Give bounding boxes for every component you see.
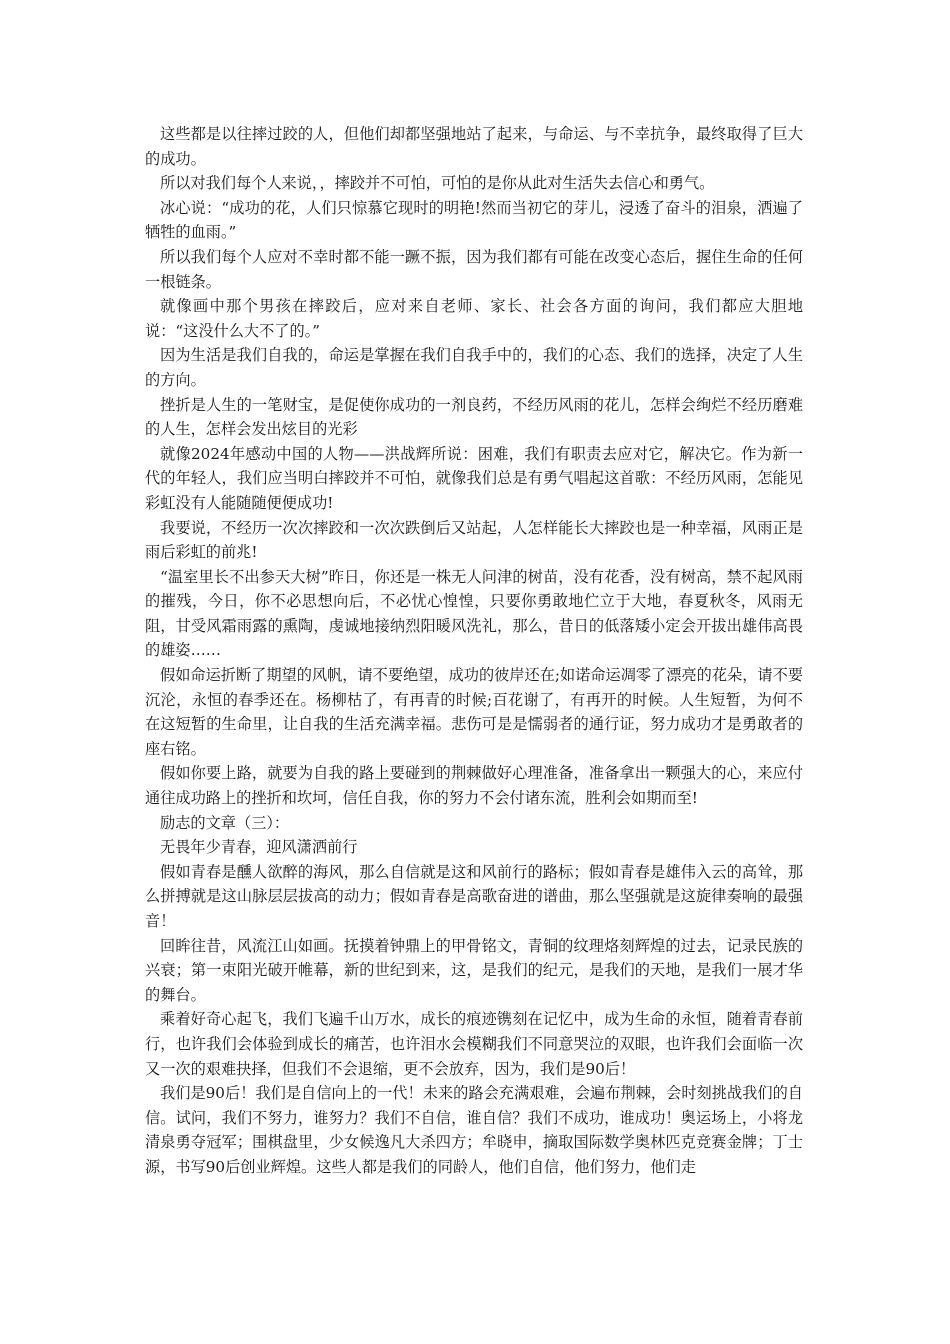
section-heading: 励志的文章（三）： xyxy=(160,813,290,832)
paragraph-12: 假如你要上路，就要为自我的路上要碰到的荆棘做好心理准备，准备拿出一颗强大的心，来应付通往成功路上的挫折和坎坷，信任自我，你的努力不会付诸东流，胜利会如期而至! xyxy=(145,764,803,808)
paragraph-16: 我们是90后！我们是自信向上的一代！未来的路会充满艰难，会遍布荆棘，会时刻挑战我们的自信。试问，我们不努力，谁努力？我们不自信，谁自信？我们不成功，谁成功！奥运场上，小将龙清泉勇夺冠军；围棋盘里，少女候逸凡大杀四方；牟晓申，摘取国际数学奥林匹克竞赛金牌；丁士源，书写90后创业辉煌。这些人都是我们的同龄人，他们自信，他们努力，他们走 xyxy=(145,1084,803,1176)
paragraph-2: 所以对我们每个人来说，，摔跤并不可怕，可怕的是你从此对生活失去信心和勇气。 xyxy=(160,174,715,193)
paragraph-3: 冰心说：“成功的花，人们只惊慕它现时的明艳!然而当初它的芽儿，浸透了奋斗的泪泉，洒遍了牺牲的血雨。” xyxy=(145,198,803,242)
paragraph-9: 我要说，不经历一次次摔跤和一次次跌倒后又站起，人怎样能长大摔跤也是一种幸福，风雨正是雨后彩虹的前兆! xyxy=(145,518,803,562)
paragraph-1: 这些都是以往摔过跤的人，但他们却都坚强地站了起来，与命运、与不幸抗争，最终取得了巨大的成功。 xyxy=(145,125,803,168)
paragraph-6: 因为生活是我们自我的，命运是掌握在我们自我手中的，我们的心态、我们的选择，决定了人生的方向。 xyxy=(145,346,803,389)
paragraph-14: 回眸往昔，风流江山如画。抚摸着钟鼎上的甲骨铭文，青铜的纹理烙刻辉煌的过去，记录民族的兴衰；第一束阳光破开帷幕，新的世纪到来，这，是我们的纪元，是我们的天地，是我们一展才华的舞台。 xyxy=(145,936,803,1004)
paragraph-5: 就像画中那个男孩在摔跤后，应对来自老师、家长、社会各方面的询问，我们都应大胆地说：“这没什么大不了的。” xyxy=(145,297,803,340)
article-title: 无畏年少青春，迎风潇洒前行 xyxy=(160,838,358,857)
paragraph-13: 假如青春是醺人欲醉的海风，那么自信就是这和风前行的路标；假如青春是雄伟入云的高耸，那么拼搏就是这山脉层层拔高的动力；假如青春是高歌奋进的谱曲，那么坚强就是这旋律奏响的最强音！ xyxy=(145,862,803,930)
paragraph-4: 所以我们每个人应对不幸时都不能一蹶不振，因为我们都有可能在改变心态后，握住生命的任何一根链条。 xyxy=(145,247,803,291)
paragraph-7: 挫折是人生的一笔财宝，是促使你成功的一剂良药，不经历风雨的花儿，怎样会绚烂不经历磨难的人生，怎样会发出炫目的光彩 xyxy=(145,395,803,439)
document-page xyxy=(145,122,803,1180)
paragraph-15: 乘着好奇心起飞，我们飞遍千山万水，成长的痕迹镌刻在记忆中，成为生命的永恒，随着青春前行，也许我们会体验到成长的痛苦，也许泪水会模糊我们不同意哭泣的双眼，也许我们会面临一次又一次的艰难抉择，但我们不会退缩，更不会放弃，因为，我们是90后！ xyxy=(145,1010,803,1078)
paragraph-11: 假如命运折断了期望的风帆，请不要绝望，成功的彼岸还在;如诺命运凋零了漂亮的花朵，请不要沉沦，永恒的春季还在。杨柳枯了，有再青的时候;百花谢了，有再开的时候。人生短暂，为何不在这短暂的生命里，让自我的生活充满幸福。悲伤可是是懦弱者的通行证，努力成功才是勇敢者的座右铭。 xyxy=(145,666,803,758)
paragraph-8: 就像2024年感动中国的人物——洪战辉所说：困难，我们有职责去应对它，解决它。作为新一代的年轻人，我们应当明白摔跤并不可怕，就像我们总是有勇气唱起这首歌：不经历风雨，怎能见彩虹没有人能随随便便成功! xyxy=(145,444,803,512)
paragraph-10: “温室里长不出参天大树”昨日，你还是一株无人问津的树苗，没有花香，没有树高，禁不起风雨的摧残，今日，你不必思想向后，不必忧心惶惶，只要你勇敢地伫立于大地，春夏秋冬，风雨无阻，甘受风霜雨露的熏陶，虔诚地接纳烈阳暖风洗礼，那么，昔日的低落矮小定会开拔出雄伟高畏的雄姿…… xyxy=(145,567,803,660)
